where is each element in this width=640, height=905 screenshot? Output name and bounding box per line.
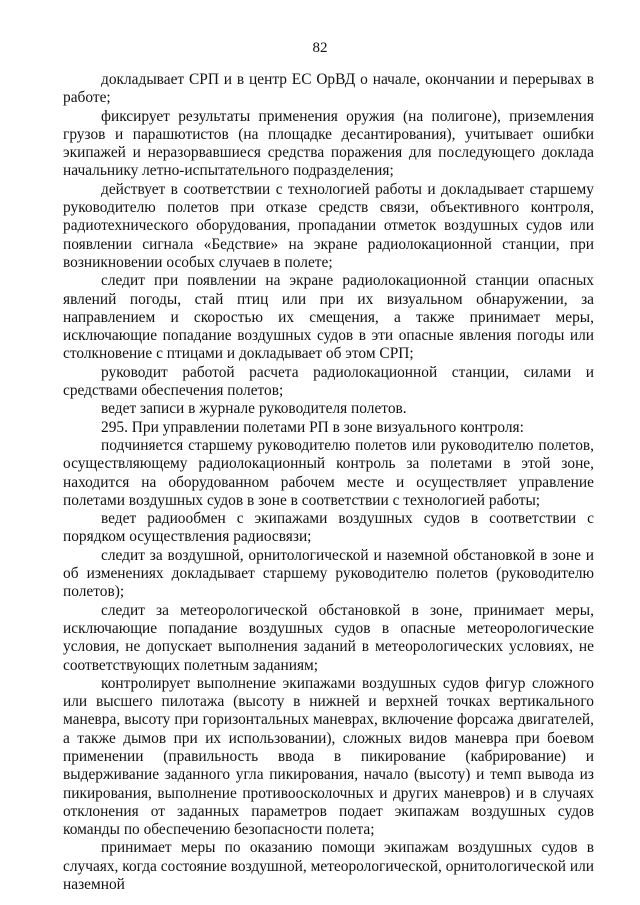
page-number: 82: [312, 40, 328, 56]
paragraph-act-per-technology: действует в соответствии с технологией работы и докладывает старшему руководителю полетов при отказе средств связи, объективного контроля, радиотехнического оборудования, пропадании отметок воздушных судов или появлении сигнала «Бедствие» на экране радиолокационной станции, при возникновении особых случаев в полете;: [63, 180, 594, 271]
paragraph-monitor-meteorology: следит за метеорологической обстановкой в зоне, принимает меры, исключающие попадание воздушных судов в опасные метеорологические условия, не допускает выполнения заданий в метеорологических условиях, не соответствующих полетным заданиям;: [63, 601, 594, 674]
paragraph-monitor-weather-birds: следит при появлении на экране радиолокационной станции опасных явлений погоды, стай птиц или при их визуальном обнаружении, за направлением и скоростью их смещения, а также принимает меры, исключающие попадание воздушных судов в эти опасные явления погоды или столкновение с птицами и докладывает об этом СРП;: [63, 272, 594, 363]
paragraph-record-weapon-results: фиксирует результаты применения оружия (на полигоне), приземления грузов и парашютистов (на площадке десантирования), учитывает ошибки экипажей и неразорвавшиеся средства поражения для последующего доклада начальнику летно-испытательного подразделения;: [63, 107, 594, 180]
paragraph-direct-radar-crew: руководит работой расчета радиолокационной станции, силами и средствами обеспечения полетов;: [63, 363, 594, 400]
paragraph-control-aerobatics: контролирует выполнение экипажами воздушных судов фигур сложного или высшего пилотажа (высоту в нижней и верхней точках вертикального маневра, высоту при горизонтальных маневрах, включение форсажа двигателей, а также дымов при их использовании), сложных видов маневра при боевом применении (правильность ввода в пикирование (кабрирование) и выдерживание заданного угла пикирования, начало (высоту) и темп вывода из пикирования, выполнение противоосколочных и других маневров) и в случаях отклонения от заданных параметров подает экипажам воздушных судов команды по обеспечению безопасности полета;: [63, 674, 594, 839]
paragraph-assist-crews: принимает меры по оказанию помощи экипажам воздушных судов в случаях, когда состояние воздушной, метеорологической, орнитологической или наземной: [63, 839, 594, 894]
paragraph-radio-exchange: ведет радиообмен с экипажами воздушных судов в соответствии с порядком осуществления радиосвязи;: [63, 510, 594, 546]
paragraph-section-295-heading: 295. При управлении полетами РП в зоне визуального контроля:: [101, 418, 524, 436]
paragraph-monitor-situation: следит за воздушной, орнитологической и наземной обстановкой в зоне и об изменениях докладывает старшему руководителю полетов (руководителю полетов);: [63, 546, 594, 601]
document-body: [63, 71, 594, 894]
paragraph-keep-log: ведет записи в журнале руководителя полетов.: [101, 400, 407, 418]
paragraph-subordinate-to-srp: подчиняется старшему руководителю полетов или руководителю полетов, осуществляющему радиолокационный контроль за полетами в этой зоне, находится на оборудованном рабочем месте и осуществляет управление полетами воздушных судов в зоне в соответствии с технологией работы;: [63, 436, 594, 509]
paragraph-report-to-srp: докладывает СРП и в центр ЕС ОрВД о начале, окончании и перерывах в работе;: [63, 71, 594, 107]
